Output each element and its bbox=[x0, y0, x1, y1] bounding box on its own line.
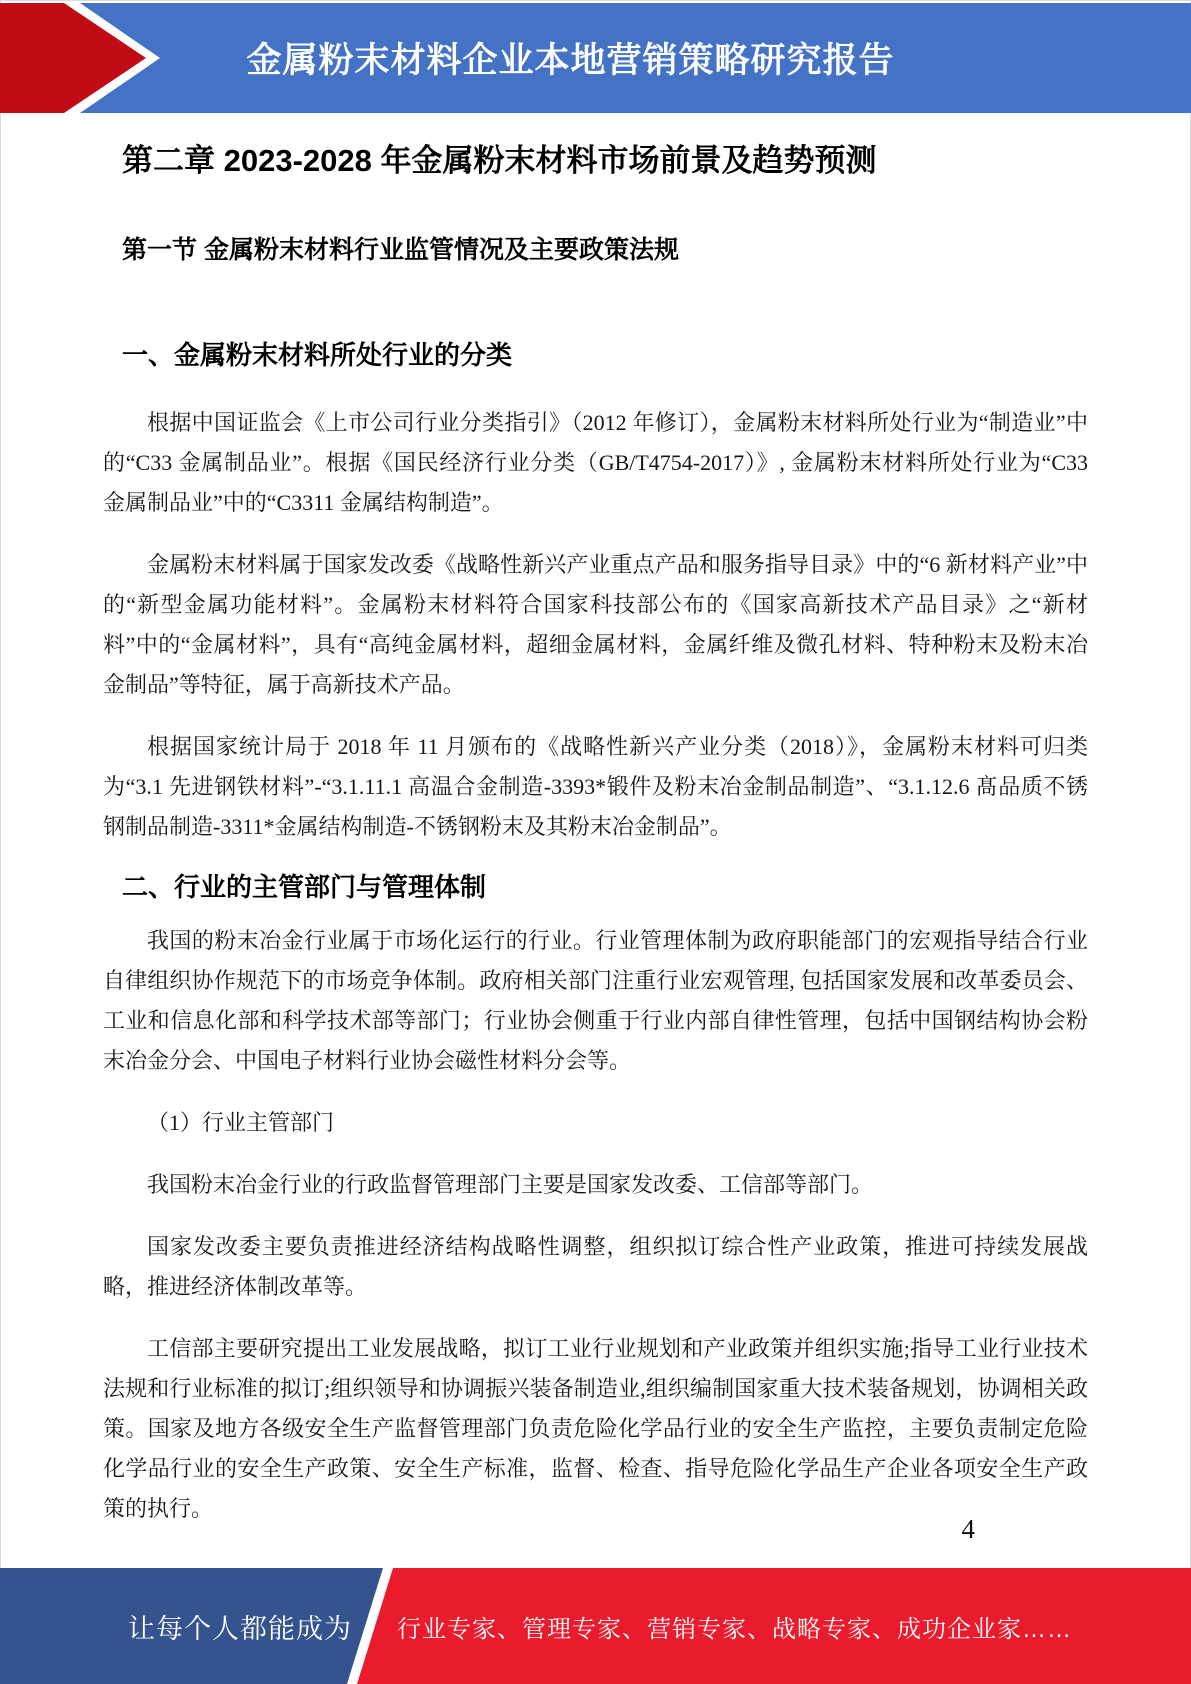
subsection-heading-1: 一、金属粉末材料所处行业的分类 bbox=[122, 340, 513, 370]
paragraph: 金属粉末材料属于国家发改委《战略性新兴产业重点产品和服务指导目录》中的“6 新材料产业”中的“新型金属功能材料”。金属粉末材料符合国家科技部公布的《国家高新技术产品目录》之“新材料”中的“金属材料”，具有“高纯金属材料，超细金属材料，金属纤维及微孔材料、特种粉末及粉末冶金制品”等特征，属于高新技术产品。 bbox=[103, 552, 1088, 697]
section-heading: 第一节 金属粉末材料行业监管情况及主要政策法规 bbox=[122, 236, 679, 264]
footer-slogan-right: 行业专家、管理专家、营销专家、战略专家、成功企业家…… bbox=[397, 1615, 1072, 1643]
document-content bbox=[0, 113, 1191, 1551]
paragraph-group-2 bbox=[103, 921, 1088, 1529]
chapter-heading: 第二章 2023-2028 年金属粉末材料市场前景及趋势预测 bbox=[122, 143, 877, 178]
footer-banner bbox=[0, 1568, 1191, 1684]
paragraph: 我国粉末冶金行业的行政监督管理部门主要是国家发改委、工信部等部门。 bbox=[147, 1172, 874, 1197]
paragraph: 我国的粉末冶金行业属于市场化运行的行业。行业管理体制为政府职能部门的宏观指导结合行业自律组织协作规范下的市场竞争体制。政府相关部门注重行业宏观管理, 包括国家发展和改革委员会、工业和信息化部和科学技术部等部门；行业协会侧重于行业内部自律性管理，包括中国钢结构协会粉末冶金分会、中国电子材料行业协会磁性材料分会等。 bbox=[103, 928, 1088, 1073]
page-number: 4 bbox=[961, 1514, 975, 1544]
paragraph: 工信部主要研究提出工业发展战略，拟订工业行业规划和产业政策并组织实施;指导工业行业技术法规和行业标准的拟订;组织领导和协调振兴装备制造业,组织编制国家重大技术装备规划，协调相关政策。国家及地方各级安全生产监督管理部门负责危险化学品行业的安全生产监控，主要负责制定危险化学品行业的安全生产政策、安全生产标准，监督、检查、指导危险化学品生产企业各项安全生产政策的执行。 bbox=[103, 1336, 1088, 1521]
report-header-banner bbox=[0, 0, 1191, 113]
paragraph: 根据国家统计局于 2018 年 11 月颁布的《战略性新兴产业分类（2018）》，金属粉末材料可归类为“3.1 先进钢铁材料”-“3.1.11.1 高温合金制造-3393*锻件及粉末冶金制品制造”、“3.1.12.6 髙品质不锈钢制品制造-3311*金属结构制造-不锈钢粉末及其粉末冶金制品”。 bbox=[103, 734, 1088, 839]
paragraph: 根据中国证监会《上市公司行业分类指引》（2012 年修订），金属粉末材料所处行业为“制造业”中的“C33 金属制品业”。根据《国民经济行业分类（GB/T4754-2017）》, 金属粉末材料所处行业为“C33 金属制品业”中的“C3311 金属结构制造”。 bbox=[103, 410, 1088, 515]
paragraph-group-1 bbox=[103, 403, 1088, 847]
report-title: 金属粉末材料企业本地营销策略研究报告 bbox=[246, 41, 895, 80]
subsection-heading-2: 二、行业的主管部门与管理体制 bbox=[122, 872, 487, 902]
paragraph: （1）行业主管部门 bbox=[147, 1110, 335, 1135]
footer-slogan-left: 让每个人都能成为 bbox=[128, 1613, 352, 1644]
paragraph: 国家发改委主要负责推进经济结构战略性调整，组织拟订综合性产业政策，推进可持续发展战略，推进经济体制改革等。 bbox=[103, 1234, 1088, 1299]
